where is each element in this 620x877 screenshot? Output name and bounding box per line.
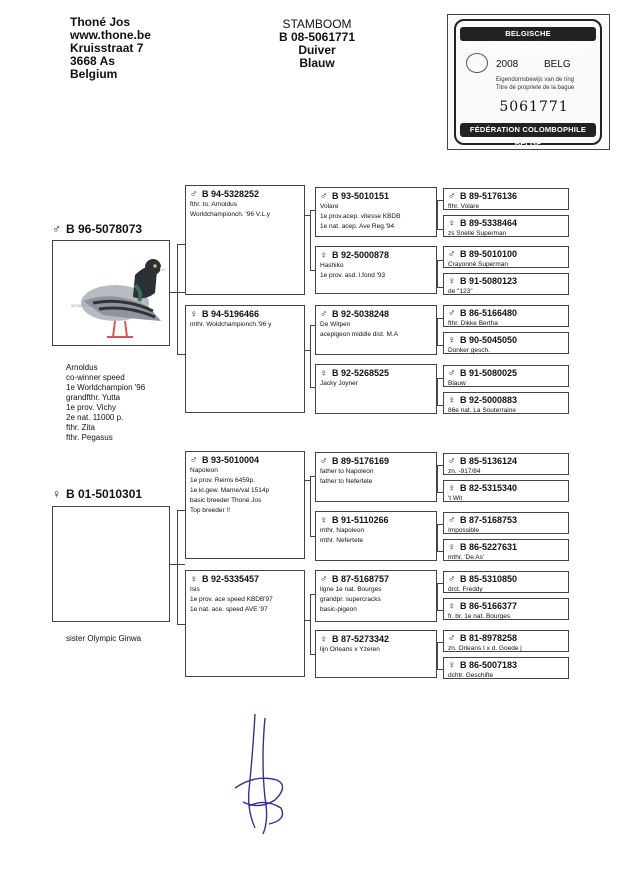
male-icon: ♂ bbox=[190, 455, 198, 466]
gen3-box bbox=[443, 332, 569, 354]
gen3-box bbox=[443, 657, 569, 679]
male-icon: ♂ bbox=[448, 249, 456, 260]
female-icon: ♀ bbox=[448, 483, 456, 494]
ring-number: B 91-5080025 bbox=[460, 368, 518, 378]
gen3-box bbox=[443, 453, 569, 475]
gen3-box bbox=[443, 365, 569, 387]
desc-line: 1e prov.acep. vitesse KBDB bbox=[320, 213, 401, 220]
male-icon: ♂ bbox=[448, 633, 456, 644]
desc-line: Impossible bbox=[448, 527, 480, 534]
desc-line: fthr. to. Arnoldus bbox=[190, 201, 237, 208]
desc-line: Top breeder !! bbox=[190, 507, 231, 514]
ring-number: B 92-5335457 bbox=[202, 574, 260, 584]
note-line: grandfthr. Yutta bbox=[66, 393, 121, 402]
desc-line: basic-pigeon bbox=[320, 606, 357, 613]
female-icon: ♀ bbox=[448, 218, 456, 229]
desc-line: lijn Orleans x Yzeren bbox=[320, 646, 380, 653]
ring-number: B 87-5273342 bbox=[332, 634, 390, 644]
desc-line: fthr. Dikke Bertha bbox=[448, 320, 498, 327]
male-icon: ♂ bbox=[448, 515, 456, 526]
sire-ring: ♂ B 96-5078073 bbox=[52, 222, 143, 236]
gen3-box bbox=[443, 392, 569, 414]
ring-number: B 92-5038248 bbox=[332, 309, 390, 319]
ring-number: B 86-5166377 bbox=[460, 601, 518, 611]
owner-name: Thoné Jos bbox=[70, 15, 131, 29]
note-line: 1e Worldchampion '96 bbox=[66, 383, 146, 392]
female-icon: ♀ bbox=[320, 634, 328, 645]
male-icon: ♂ bbox=[448, 574, 456, 585]
ring-number: B 89-5176136 bbox=[460, 191, 518, 201]
note-line: fthr. Zita bbox=[66, 423, 95, 432]
desc-line: fr. br. 1e nat. Bourges bbox=[448, 613, 511, 620]
ring-number: B 92-5000883 bbox=[460, 395, 518, 405]
note-line: fthr. Pegasus bbox=[66, 433, 113, 442]
gen1-box bbox=[185, 185, 305, 295]
desc-line: Jacky Joyner bbox=[320, 380, 358, 387]
sire-notes bbox=[66, 363, 145, 443]
female-icon: ♀ bbox=[448, 335, 456, 346]
male-icon: ♂ bbox=[320, 191, 328, 202]
gen3-box bbox=[443, 630, 569, 652]
desc-line: 't Wit bbox=[448, 495, 463, 502]
ring-number: B 91-5080123 bbox=[460, 276, 518, 286]
desc-line: mthr. 'De As' bbox=[448, 554, 485, 561]
female-icon: ♀ bbox=[320, 515, 328, 526]
ring-certificate bbox=[447, 14, 610, 150]
pigeon-color: Blauw bbox=[299, 56, 335, 70]
ring-number: B 85-5310850 bbox=[460, 574, 518, 584]
gen3-box bbox=[443, 480, 569, 502]
female-icon: ♀ bbox=[190, 574, 198, 585]
desc-line: grandpr. supercracks bbox=[320, 596, 381, 603]
pedigree-header bbox=[262, 18, 372, 70]
desc-line: Volare bbox=[320, 203, 339, 210]
desc-line: de "123" bbox=[448, 288, 473, 295]
ring-number: B 94-5196466 bbox=[202, 309, 260, 319]
female-icon: ♀ bbox=[448, 276, 456, 287]
gen2-box bbox=[315, 246, 437, 294]
dam-photo-placeholder bbox=[52, 506, 170, 622]
gen2-box bbox=[315, 570, 437, 622]
certificate-country: BELG bbox=[544, 59, 571, 70]
gen2-box bbox=[315, 364, 437, 414]
pigeon-sex: Duiver bbox=[298, 43, 336, 57]
desc-line: zn. Orleans I x d. Goede j bbox=[448, 645, 522, 652]
female-icon: ♀ bbox=[448, 395, 456, 406]
owner-street: Kruisstraat 7 bbox=[70, 41, 144, 55]
female-icon: ♀ bbox=[448, 601, 456, 612]
desc-line: 1e nat. acep. Ave Reg.'94 bbox=[320, 223, 395, 230]
gen3-box bbox=[443, 273, 569, 295]
pedigree-title: STAMBOOM bbox=[282, 17, 352, 31]
desc-line: fthr. Volare bbox=[448, 203, 480, 210]
desc-line: 1e prov. asd. l.fond '93 bbox=[320, 272, 386, 279]
desc-line: drct. Freddy bbox=[448, 586, 483, 593]
sire-photo bbox=[52, 240, 170, 346]
ring-number: B 87-5168757 bbox=[332, 574, 390, 584]
federation-name-nl: BELGISCHE DUIVENLIEFHEBBERSBOND bbox=[460, 27, 596, 41]
gen2-box bbox=[315, 511, 437, 561]
owner-info bbox=[70, 16, 151, 81]
male-icon: ♂ bbox=[190, 189, 198, 200]
certificate-line-1: Eigendomsbewijs van de ring bbox=[495, 77, 575, 83]
owner-country: Belgium bbox=[70, 67, 118, 81]
desc-line: De Witpen bbox=[320, 321, 351, 328]
photo-caption: 5078073-96 bbox=[71, 303, 93, 308]
ring-number: B 92-5268525 bbox=[332, 368, 390, 378]
female-icon: ♀ bbox=[190, 309, 198, 320]
owner-website: www.thone.be bbox=[70, 28, 151, 42]
desc-line: father to Napoleon bbox=[320, 468, 374, 475]
signature bbox=[225, 710, 295, 840]
desc-line: 1e prov. Reims 6459p. bbox=[190, 477, 255, 484]
note-line: co-winner speed bbox=[66, 373, 125, 382]
ring-number: B 81-8978258 bbox=[460, 633, 518, 643]
note-line: Arnoldus bbox=[66, 363, 98, 372]
ring-number: B 86-5227631 bbox=[460, 542, 518, 552]
gen2-box bbox=[315, 305, 437, 355]
desc-line: acepigeon middle dist. M.A bbox=[320, 331, 399, 338]
ring-number: B 90-5045050 bbox=[460, 335, 518, 345]
ring-number: B 93-5010151 bbox=[332, 191, 390, 201]
desc-line: Isis bbox=[190, 586, 200, 593]
male-icon: ♂ bbox=[448, 308, 456, 319]
federation-name-fr: FÉDÉRATION COLOMBOPHILE BELGE bbox=[460, 123, 596, 137]
ring-number: B 93-5010004 bbox=[202, 455, 260, 465]
desc-line: Hashiko bbox=[320, 262, 344, 269]
certificate-year: 2008 bbox=[496, 59, 519, 70]
male-icon: ♂ bbox=[52, 222, 61, 236]
desc-line: zs Snelle Superman bbox=[448, 230, 507, 237]
gen3-box bbox=[443, 512, 569, 534]
desc-line: 1e nat. ace. speed AVE '97 bbox=[190, 606, 268, 613]
ring-number: B 86-5166480 bbox=[460, 308, 518, 318]
ring-number: B 89-5010100 bbox=[460, 249, 518, 259]
desc-line: 86e nat. La Souterraine bbox=[448, 407, 516, 414]
owner-city: 3668 As bbox=[70, 54, 115, 68]
dam-note: sister Olympic Ginwa bbox=[66, 634, 142, 643]
gen1-box bbox=[185, 451, 305, 559]
gen3-box bbox=[443, 188, 569, 210]
desc-line: mthr. Napoleon bbox=[320, 527, 365, 534]
ring-number: B 94-5328252 bbox=[202, 189, 260, 199]
desc-line: 1e prov. ace speed KBDB'97 bbox=[190, 596, 273, 603]
gen3-box bbox=[443, 246, 569, 268]
desc-line: mthr. Woldchampionch.'96 y bbox=[190, 321, 272, 328]
gen1-box bbox=[185, 305, 305, 413]
ring-number: B 82-5315340 bbox=[460, 483, 518, 493]
male-icon: ♂ bbox=[320, 574, 328, 585]
gen3-box bbox=[443, 215, 569, 237]
pigeon-photo-icon bbox=[53, 241, 169, 345]
female-icon: ♀ bbox=[320, 368, 328, 379]
desc-line: Napoleon bbox=[190, 467, 218, 474]
desc-line: zn. -917/84 bbox=[448, 468, 481, 475]
desc-line: Donker gesch. bbox=[448, 347, 490, 354]
ring-number: B 86-5007183 bbox=[460, 660, 518, 670]
desc-line: mthr. Nefertete bbox=[320, 537, 363, 544]
desc-line: basic breeder Thoné Jos bbox=[190, 497, 262, 504]
gen2-box bbox=[315, 630, 437, 678]
female-icon: ♀ bbox=[448, 542, 456, 553]
desc-line: dchtr. Geschifte bbox=[448, 672, 494, 679]
male-icon: ♂ bbox=[448, 368, 456, 379]
gen3-box bbox=[443, 305, 569, 327]
gen3-box bbox=[443, 539, 569, 561]
ring-number: B 91-5110266 bbox=[332, 515, 389, 525]
desc-line: Blauw bbox=[448, 380, 466, 387]
gen1-box bbox=[185, 570, 305, 677]
ring-number: B 89-5338464 bbox=[460, 218, 518, 228]
ring-number: B 87-5168753 bbox=[460, 515, 518, 525]
desc-line: father to Nefertete bbox=[320, 478, 373, 485]
desc-line: Worldchampionch. '96 V.L.y bbox=[190, 211, 271, 218]
pigeon-ring: B 08-5061771 bbox=[278, 30, 356, 44]
desc-line: 1e kl.gew. Marne/val 1514p bbox=[190, 487, 270, 494]
ring-number: B 85-5136124 bbox=[460, 456, 518, 466]
male-icon: ♂ bbox=[448, 456, 456, 467]
note-line: 1e prov. Vichy bbox=[66, 403, 116, 412]
gen3-box bbox=[443, 571, 569, 593]
emblem-icon bbox=[466, 53, 488, 73]
desc-line: ligne 1e nat. Bourges bbox=[320, 586, 382, 593]
female-icon: ♀ bbox=[448, 660, 456, 671]
male-icon: ♂ bbox=[320, 456, 328, 467]
note-line: 2e nat. 11000 p. bbox=[66, 413, 124, 422]
desc-line: Crayonné Superman bbox=[448, 261, 508, 268]
female-icon: ♀ bbox=[52, 487, 61, 501]
ring-number: B 92-5000878 bbox=[332, 250, 390, 260]
dam-ring: ♀ B 01-5010301 bbox=[52, 487, 143, 501]
ring-number: B 89-5176169 bbox=[332, 456, 390, 466]
certificate-number: 5061771 bbox=[499, 99, 569, 115]
certificate-line-2: Titre de propriete de la bague bbox=[495, 85, 575, 91]
gen2-box bbox=[315, 452, 437, 502]
male-icon: ♂ bbox=[448, 191, 456, 202]
female-icon: ♀ bbox=[320, 250, 328, 261]
gen3-box bbox=[443, 598, 569, 620]
male-icon: ♂ bbox=[320, 309, 328, 320]
gen2-box bbox=[315, 187, 437, 237]
